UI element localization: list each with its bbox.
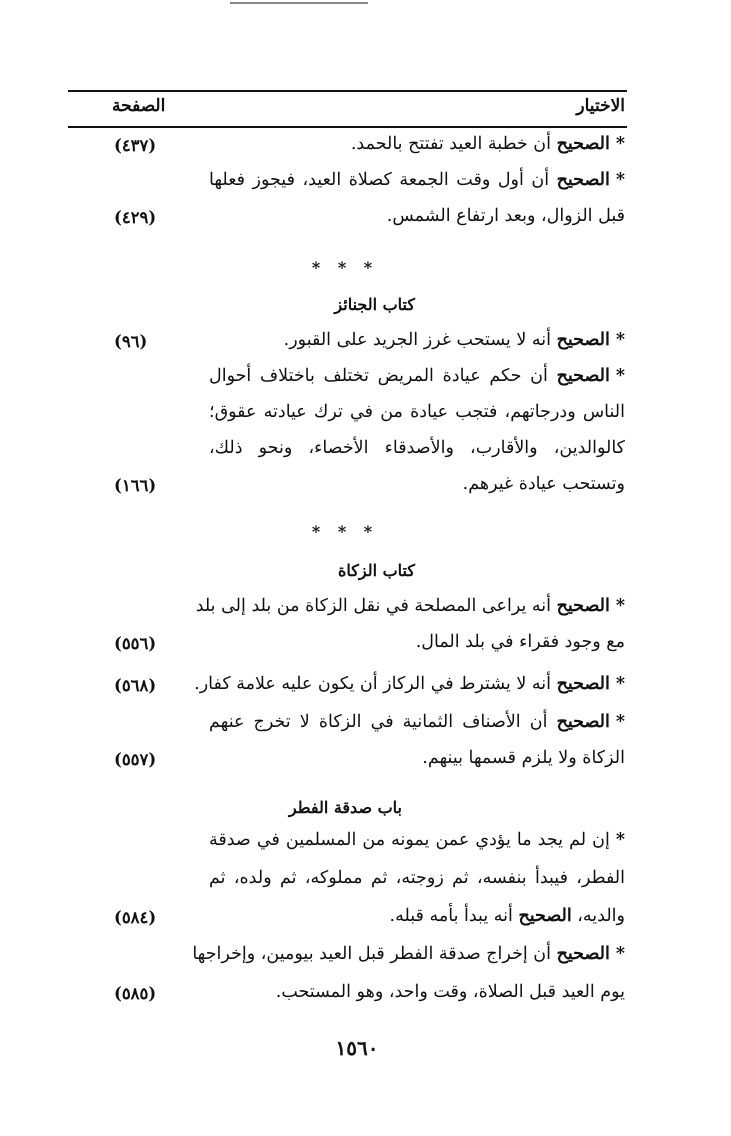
bullet-mark: * <box>615 170 625 190</box>
entry-text: أنه يبدأ بأمه قبله. <box>389 906 519 926</box>
entry-text: أنه يراعى المصلحة في نقل الزكاة من بلد إلى بلد <box>195 596 557 616</box>
entry-line <box>209 830 625 850</box>
entry-line <box>209 366 625 386</box>
highlight-word: الصحيح <box>556 596 610 616</box>
highlight-word: الصحيح <box>556 712 610 732</box>
bullet-mark: * <box>615 944 625 964</box>
header-page-label: الصفحة <box>112 96 166 116</box>
bullet-mark: * <box>615 830 625 850</box>
bullet-mark: * <box>615 674 625 694</box>
highlight-word: الصحيح <box>556 944 610 964</box>
entry-line: وتستحب عيادة غيرهم. <box>462 474 625 494</box>
bullet-mark: * <box>615 596 625 616</box>
section-separator-stars: * * * <box>311 258 379 277</box>
highlight-word: الصحيح <box>556 330 610 350</box>
bullet-mark: * <box>615 330 625 350</box>
entry-line: قبل الزوال، وبعد ارتفاع الشمس. <box>386 206 625 226</box>
entry-line <box>209 170 625 190</box>
page-ref: (٥٨٥) <box>114 984 157 1003</box>
page-ref: (٤٣٧) <box>114 136 157 155</box>
page-ref: (٥٦٨) <box>114 676 157 695</box>
entry-line <box>192 944 625 964</box>
page-ref: (٩٦) <box>114 332 148 351</box>
header-choice-label: الاختيار <box>576 96 625 116</box>
entry-text: أن الأصناف الثمانية في الزكاة لا تخرج عنهم <box>209 712 557 732</box>
section-separator-stars: * * * <box>311 522 379 541</box>
entry-line: كالوالدين، والأقارب، والأصدقاء الأخصاء، ونحو ذلك، <box>209 438 625 458</box>
entry-line <box>351 134 625 154</box>
top-edge-mark <box>230 2 368 4</box>
entry-line: الزكاة ولا يلزم قسمها بينهم. <box>422 748 625 768</box>
entry-line <box>284 330 625 350</box>
bullet-mark: * <box>615 366 625 386</box>
entry-text: إن لم يجد ما يؤدي عمن يمونه من المسلمين في صدقة <box>209 830 610 850</box>
entry-text: أن أول وقت الجمعة كصلاة العيد، فيجوز فعلها <box>209 170 557 190</box>
bullet-mark: * <box>615 134 625 154</box>
page-ref: (٥٥٦) <box>114 634 157 653</box>
entry-line: يوم العيد قبل الصلاة، وقت واحد، وهو المستحب. <box>275 982 625 1002</box>
entry-line: مع وجود فقراء في بلد المال. <box>415 632 625 652</box>
entry-text: أن إخراج صدقة الفطر قبل العيد بيومين، وإخراجها <box>192 944 557 964</box>
page-ref: (١٦٦) <box>114 476 157 495</box>
page-ref: (٥٨٤) <box>114 908 157 927</box>
header-bottom-rule <box>68 126 627 128</box>
entry-text: أن حكم عيادة المريض تختلف باختلاف أحوال <box>209 366 557 386</box>
page-ref: (٤٢٩) <box>114 208 157 227</box>
header-top-rule <box>68 90 627 92</box>
entry-line <box>209 712 625 732</box>
footer-page-number: ١٥٦٠ <box>335 1036 379 1060</box>
entry-line <box>195 596 625 616</box>
entry-line <box>390 906 625 926</box>
entry-line: الناس ودرجاتهم، فتجب عيادة من في ترك عيادته عقوق؛ <box>209 402 625 422</box>
highlight-word: الصحيح <box>556 170 610 190</box>
highlight-word: الصحيح <box>556 134 610 154</box>
entry-text: أن خطبة العيد تفتتح بالحمد. <box>350 134 557 154</box>
page-ref: (٥٥٧) <box>114 750 157 769</box>
entry-text: أنه لا يستحب غرز الجريد على القبور. <box>283 330 557 350</box>
entry-text: والديه، <box>571 906 625 926</box>
bullet-mark: * <box>615 712 625 732</box>
entry-line: الفطر، فيبدأ بنفسه، ثم زوجته، ثم مملوكه، ثم ولده، ثم <box>209 868 625 888</box>
highlight-word: الصحيح <box>556 674 610 694</box>
section-title-fitr: باب صدقة الفطر <box>288 798 402 817</box>
highlight-word: الصحيح <box>518 906 572 926</box>
highlight-word: الصحيح <box>556 366 610 386</box>
entry-line <box>194 674 625 694</box>
section-title-funerals: كتاب الجنائز <box>334 295 415 314</box>
section-title-zakat: كتاب الزكاة <box>338 561 415 580</box>
entry-text: أنه لا يشترط في الركاز أن يكون عليه علامة كفار. <box>194 674 557 694</box>
